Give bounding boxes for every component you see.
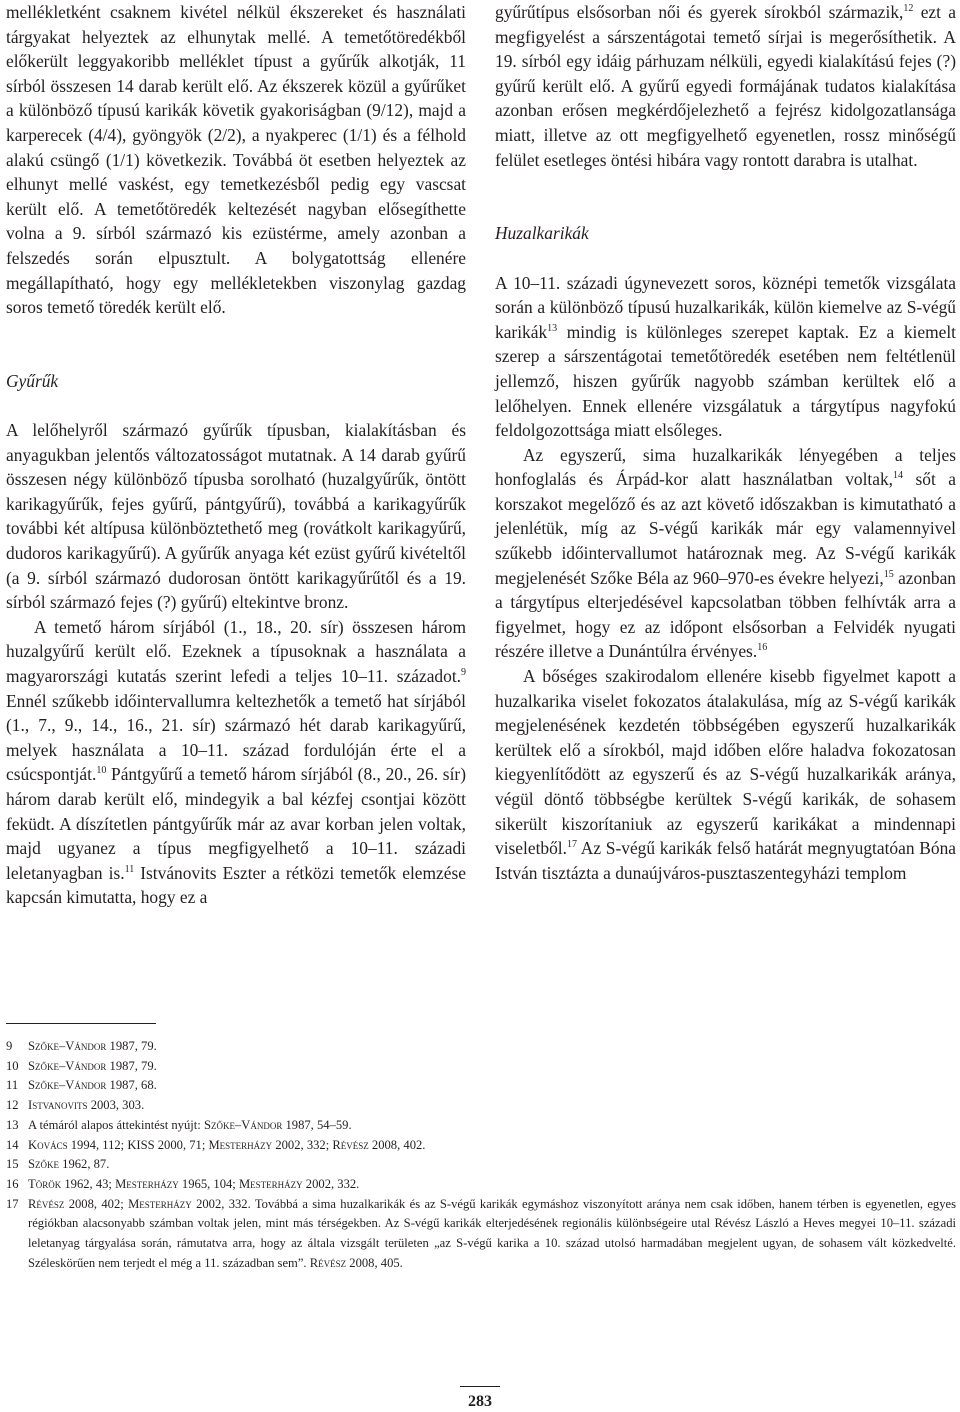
- footnote-ref[interactable]: 11: [124, 863, 135, 875]
- footnote-ref[interactable]: 10: [96, 765, 107, 777]
- footnote: 11 Szőke–Vándor 1987, 68.: [6, 1076, 956, 1096]
- footnote-number: 12: [6, 1098, 19, 1113]
- body-paragraph: A 10–11. századi úgynevezett soros, köznépi temetők vizsgálata során a különböző típusú huzalkarikák, külön kiemelve az S-végű karikák$^{13}$ mindig is különleges szerepet kaptak. Ez a kiemelt szerep a sárszentágotai temetőtöredék esetében nem feltétlenül jellemző, hiszen gyűrűk nagyobb számban kerültek elő a lelőhelyen. Ennek ellenére vizsgálatuk a tárgytípus nagyfokú feldolgozottsága miatt elsőleges.: [495, 272, 956, 441]
- footnote: 14 Kovács 1994, 112; KISS 2000, 71; Mesterházy 2002, 332; Révész 2008, 402.: [6, 1136, 956, 1156]
- footnotes: [6, 1037, 956, 1273]
- section-heading-huzalkarikak: Huzalkarikák: [495, 223, 589, 244]
- body-paragraph: A bőséges szakirodalom ellenére kisebb figyelmet kapott a huzalkarika viselet fokozatos átalakulása, míg az S-végű karikák megjelenésének kezdetén többségében egyszerű huzalkarikák kerültek elő a sírokból, majd időben előre haladva fokozatosan kiegyenlítődött az egyszerű és az S-végű huzalkarikák aránya, végül döntő többségbe kerültek S-végű karikák, de sohasem sikerült kiszorítaniuk az egyszerű karikákat a mindennapi viseletből.$^{17}$ Az S-végű karikák felső határát megnyugtatóan Bóna István tisztázta a dunaújváros-pusztaszentegyházi templom: [495, 666, 956, 883]
- footnote-separator: [6, 1023, 156, 1024]
- footnote-number: 13: [6, 1117, 19, 1132]
- footnote-number: 9: [6, 1039, 13, 1053]
- footnote-ref[interactable]: 13: [547, 322, 558, 334]
- footnote-number: 15: [6, 1157, 19, 1172]
- footnote-number: 17: [6, 1196, 19, 1211]
- body-paragraph: A temető három sírjából (1., 18., 20. sír) összesen három huzalgyűrű került elő. Ezeknek a típusoknak a használata a magyarországi kutatás szerint lefedi a teljes 10–11. századot.$^9$ Ennél szűkebb időintervallumra keltezhetők a temető hat sírjából (1., 7., 9., 14., 16., 21. sír) származó hét darab karikagyűrű, melyek használata a 10–11. század fordulóján érte el a csúcspontját.$^{10}$ Pántgyűrű a temető három sírjából (8., 20., 26. sír) három darab került elő, mindegyik a bal kézfej csontjai között feküdt. A díszítetlen pántgyűrűk már az avar korban jelen voltak, majd ugyanez a típus megfigyelhető a 10–11. századi leletanyagban is.$^{11}$ Istvánovits Eszter a rétközi temetők elemzése kapcsán kimutatta, hogy ez a: [6, 616, 466, 908]
- footnote-ref[interactable]: 15: [883, 568, 894, 580]
- footnote-ref[interactable]: 16: [757, 642, 768, 654]
- footnote: 10 Szőke–Vándor 1987, 79.: [6, 1057, 956, 1077]
- footnote-ref[interactable]: 17: [566, 839, 577, 851]
- right-column: [495, 0, 956, 885]
- footnote-ref[interactable]: 14: [893, 470, 904, 482]
- footnote-ref[interactable]: 9: [461, 667, 466, 679]
- page-number-rule: [460, 1386, 500, 1387]
- body-paragraph: Az egyszerű, sima huzalkarikák lényegében a teljes honfoglalás és Árpád-kor alatt használatban voltak,$^{14}$ sőt a korszakot megelőző és az azt követő időszakban is kimutatható a jelenlétük, míg az S-végű karikák már egy valamennyivel szűkebb időintervallumot határoznak meg. Az S-végű karikák megjelenését Szőke Béla az 960–970-es évekre helyezi,$^{15}$ azonban a tárgytípus elterjedésével kapcsolatban többen felhívták arra a figyelmet, hogy ez az időpont elsősorban a Felvidék nyugati részére illetve a Dunántúlra érvényes.$^{16}$: [495, 444, 957, 662]
- footnote-ref[interactable]: 12: [903, 3, 914, 14]
- footnote-number: 16: [6, 1176, 19, 1191]
- footnote: 9 Szőke–Vándor 1987, 79.: [6, 1037, 956, 1057]
- footnote: 17 Révész 2008, 402; Mesterházy 2002, 332. Továbbá a sima huzalkarikák és az S-végű karikák egymáshoz viszonyított aránya nem csak időben, hanem térben is egyenetlen, egyes régiókban alacsonyabb számban voltak jelen, mint más térségekben. Az S-végű karikák elterjedésének regionális különbségeire utal Révész László a Heves megyei 10–11. századi leletanyag tárgyalása során, rámutatva arra, hogy az általa vizsgált területen „az S-végű karika a 10. század utolsó harmadában megjelent ugyan, de sohasem vált közkedvelté. Széleskörűen nem terjedt el még a 11. században sem”. Révész 2008, 405.: [6, 1195, 956, 1274]
- left-column: [6, 0, 466, 910]
- body-paragraph: A lelőhelyről származó gyűrűk típusban, kialakításban és anyagukban jelentős változatosságot mutatnak. A 14 darab gyűrű összesen négy különböző típusba sorolható (huzalgyűrűk, öntött karikagyűrűk, fejes gyűrű, pántgyűrű), továbbá a karikagyűrűk további két altípusa különböztethető meg (rovátkolt karikagyűrű, dudoros karikagyűrű). A gyűrűk anyaga két ezüst gyűrű kivételtől (a 9. sírból származó dudorosan öntött karikagyűrűtől és a 19. sírból származó fejes (?) gyűrű) eltekintve bronz.: [6, 420, 466, 613]
- footnote: 12 Istvanovits 2003, 303.: [6, 1096, 956, 1116]
- footnote-number: 10: [6, 1058, 19, 1073]
- footnote: 13 A témáról alapos áttekintést nyújt: Szőke–Vándor 1987, 54–59.: [6, 1116, 956, 1136]
- body-paragraph: gyűrűtípus elsősorban női és gyerek sírokból származik,$^{12}$ ezt a megfigyelést a sárszentágotai temető sírjai is megerősíthetik. A 19. sírból egy idáig párhuzam nélküli, egyedi kialakítású fejes (?) gyűrű került elő. A gyűrű egyedi formájának tudatos kialakítása azonban erősen megkérdőjelezhető a fejrész kidolgozatlansága miatt, illetve az ott megfigyelhető egyenetlen, rossz minőségű felület esetleges öntési hibára vagy rontott darabra is utalhat.: [495, 2, 956, 170]
- footnote-number: 14: [6, 1137, 19, 1152]
- page-number: 283: [468, 1393, 492, 1410]
- body-paragraph: mellékletként csaknem kivétel nélkül ékszereket és használati tárgyakat helyeztek az elhunytak mellé. A temetőtöredékből előkerült leggyakoribb melléklet típust a gyűrűk alkotják, 11 sírból összesen 14 darab került elő. Az ékszerek közül a gyűrűket a különböző típusú karikák követik gyakoriságban (9/12), majd a karperecek (4/4), gyöngyök (2/2), a nyakperec (1/1) és a félhold alakú csüngő (1/1) következik. Továbbá öt esetben helyeztek az elhunyt mellé vaskést, egy temetkezésből pedig egy vascsat került elő. A temetőtöredék keltezését nagyban elősegíthette volna a 9. sírból származó kis ezüstérme, amely azonban a felszedés során elpusztult. A bolygatottság ellenére megállapítható, hogy egy mellékletekben viszonylag gazdag soros temető töredék került elő.: [6, 2, 466, 318]
- footnote: 15 Szőke 1962, 87.: [6, 1155, 956, 1175]
- footnote: 16 Török 1962, 43; Mesterházy 1965, 104; Mesterházy 2002, 332.: [6, 1175, 956, 1195]
- footnote-number: 11: [6, 1078, 19, 1093]
- section-heading-gyuruk: Gyűrűk: [6, 370, 59, 391]
